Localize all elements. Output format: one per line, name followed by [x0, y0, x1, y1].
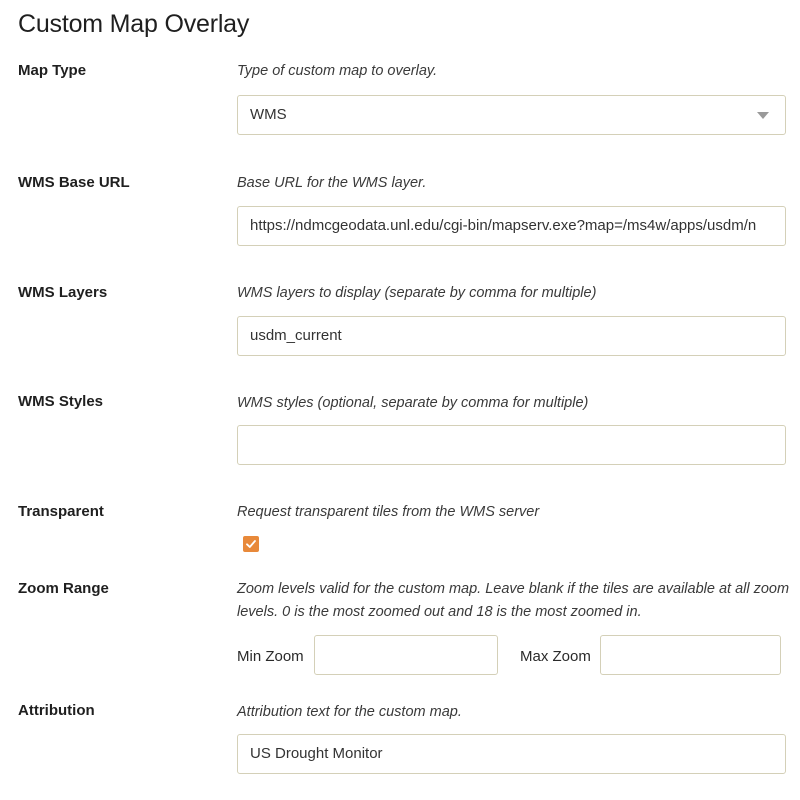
transparent-label: Transparent — [18, 503, 104, 520]
page-title: Custom Map Overlay — [18, 10, 250, 38]
wms-base-url-label: WMS Base URL — [18, 174, 130, 191]
max-zoom-label: Max Zoom — [520, 648, 591, 665]
map-type-label: Map Type — [18, 62, 87, 79]
wms-layers-value: usdm_current — [250, 327, 342, 344]
zoom-range-help-line2: levels. 0 is the most zoomed out and 18 is the most zoomed in. — [237, 604, 642, 620]
attribution-label: Attribution — [18, 702, 95, 719]
transparent-help: Request transparent tiles from the WMS server — [237, 504, 540, 520]
map-type-selected-value: WMS — [250, 106, 287, 123]
wms-styles-help: WMS styles (optional, separate by comma for multiple) — [237, 395, 589, 411]
map-type-help: Type of custom map to overlay. — [237, 63, 438, 79]
wms-layers-label: WMS Layers — [18, 284, 108, 301]
max-zoom-input[interactable] — [600, 635, 781, 675]
attribution-input[interactable] — [237, 734, 786, 774]
attribution-value: US Drought Monitor — [250, 745, 383, 762]
transparent-checkbox[interactable] — [243, 536, 259, 552]
wms-base-url-help: Base URL for the WMS layer. — [237, 175, 427, 191]
wms-layers-help: WMS layers to display (separate by comma for multiple) — [237, 285, 597, 301]
wms-styles-label: WMS Styles — [18, 393, 104, 410]
wms-base-url-value: https://ndmcgeodata.unl.edu/cgi-bin/mapserv.exe?map=/ms4w/apps/usdm/n — [250, 217, 757, 234]
wms-base-url-input[interactable] — [237, 206, 786, 246]
wms-layers-input[interactable] — [237, 316, 786, 356]
checkmark-icon — [245, 538, 257, 550]
attribution-help: Attribution text for the custom map. — [237, 704, 462, 720]
zoom-range-help-line1: Zoom levels valid for the custom map. Leave blank if the tiles are available at all zoom — [237, 581, 790, 597]
zoom-range-label: Zoom Range — [18, 580, 109, 597]
min-zoom-input[interactable] — [314, 635, 498, 675]
map-type-select[interactable] — [237, 95, 786, 135]
min-zoom-label: Min Zoom — [237, 648, 304, 665]
caret-down-icon — [757, 112, 769, 119]
wms-styles-input[interactable] — [237, 425, 786, 465]
